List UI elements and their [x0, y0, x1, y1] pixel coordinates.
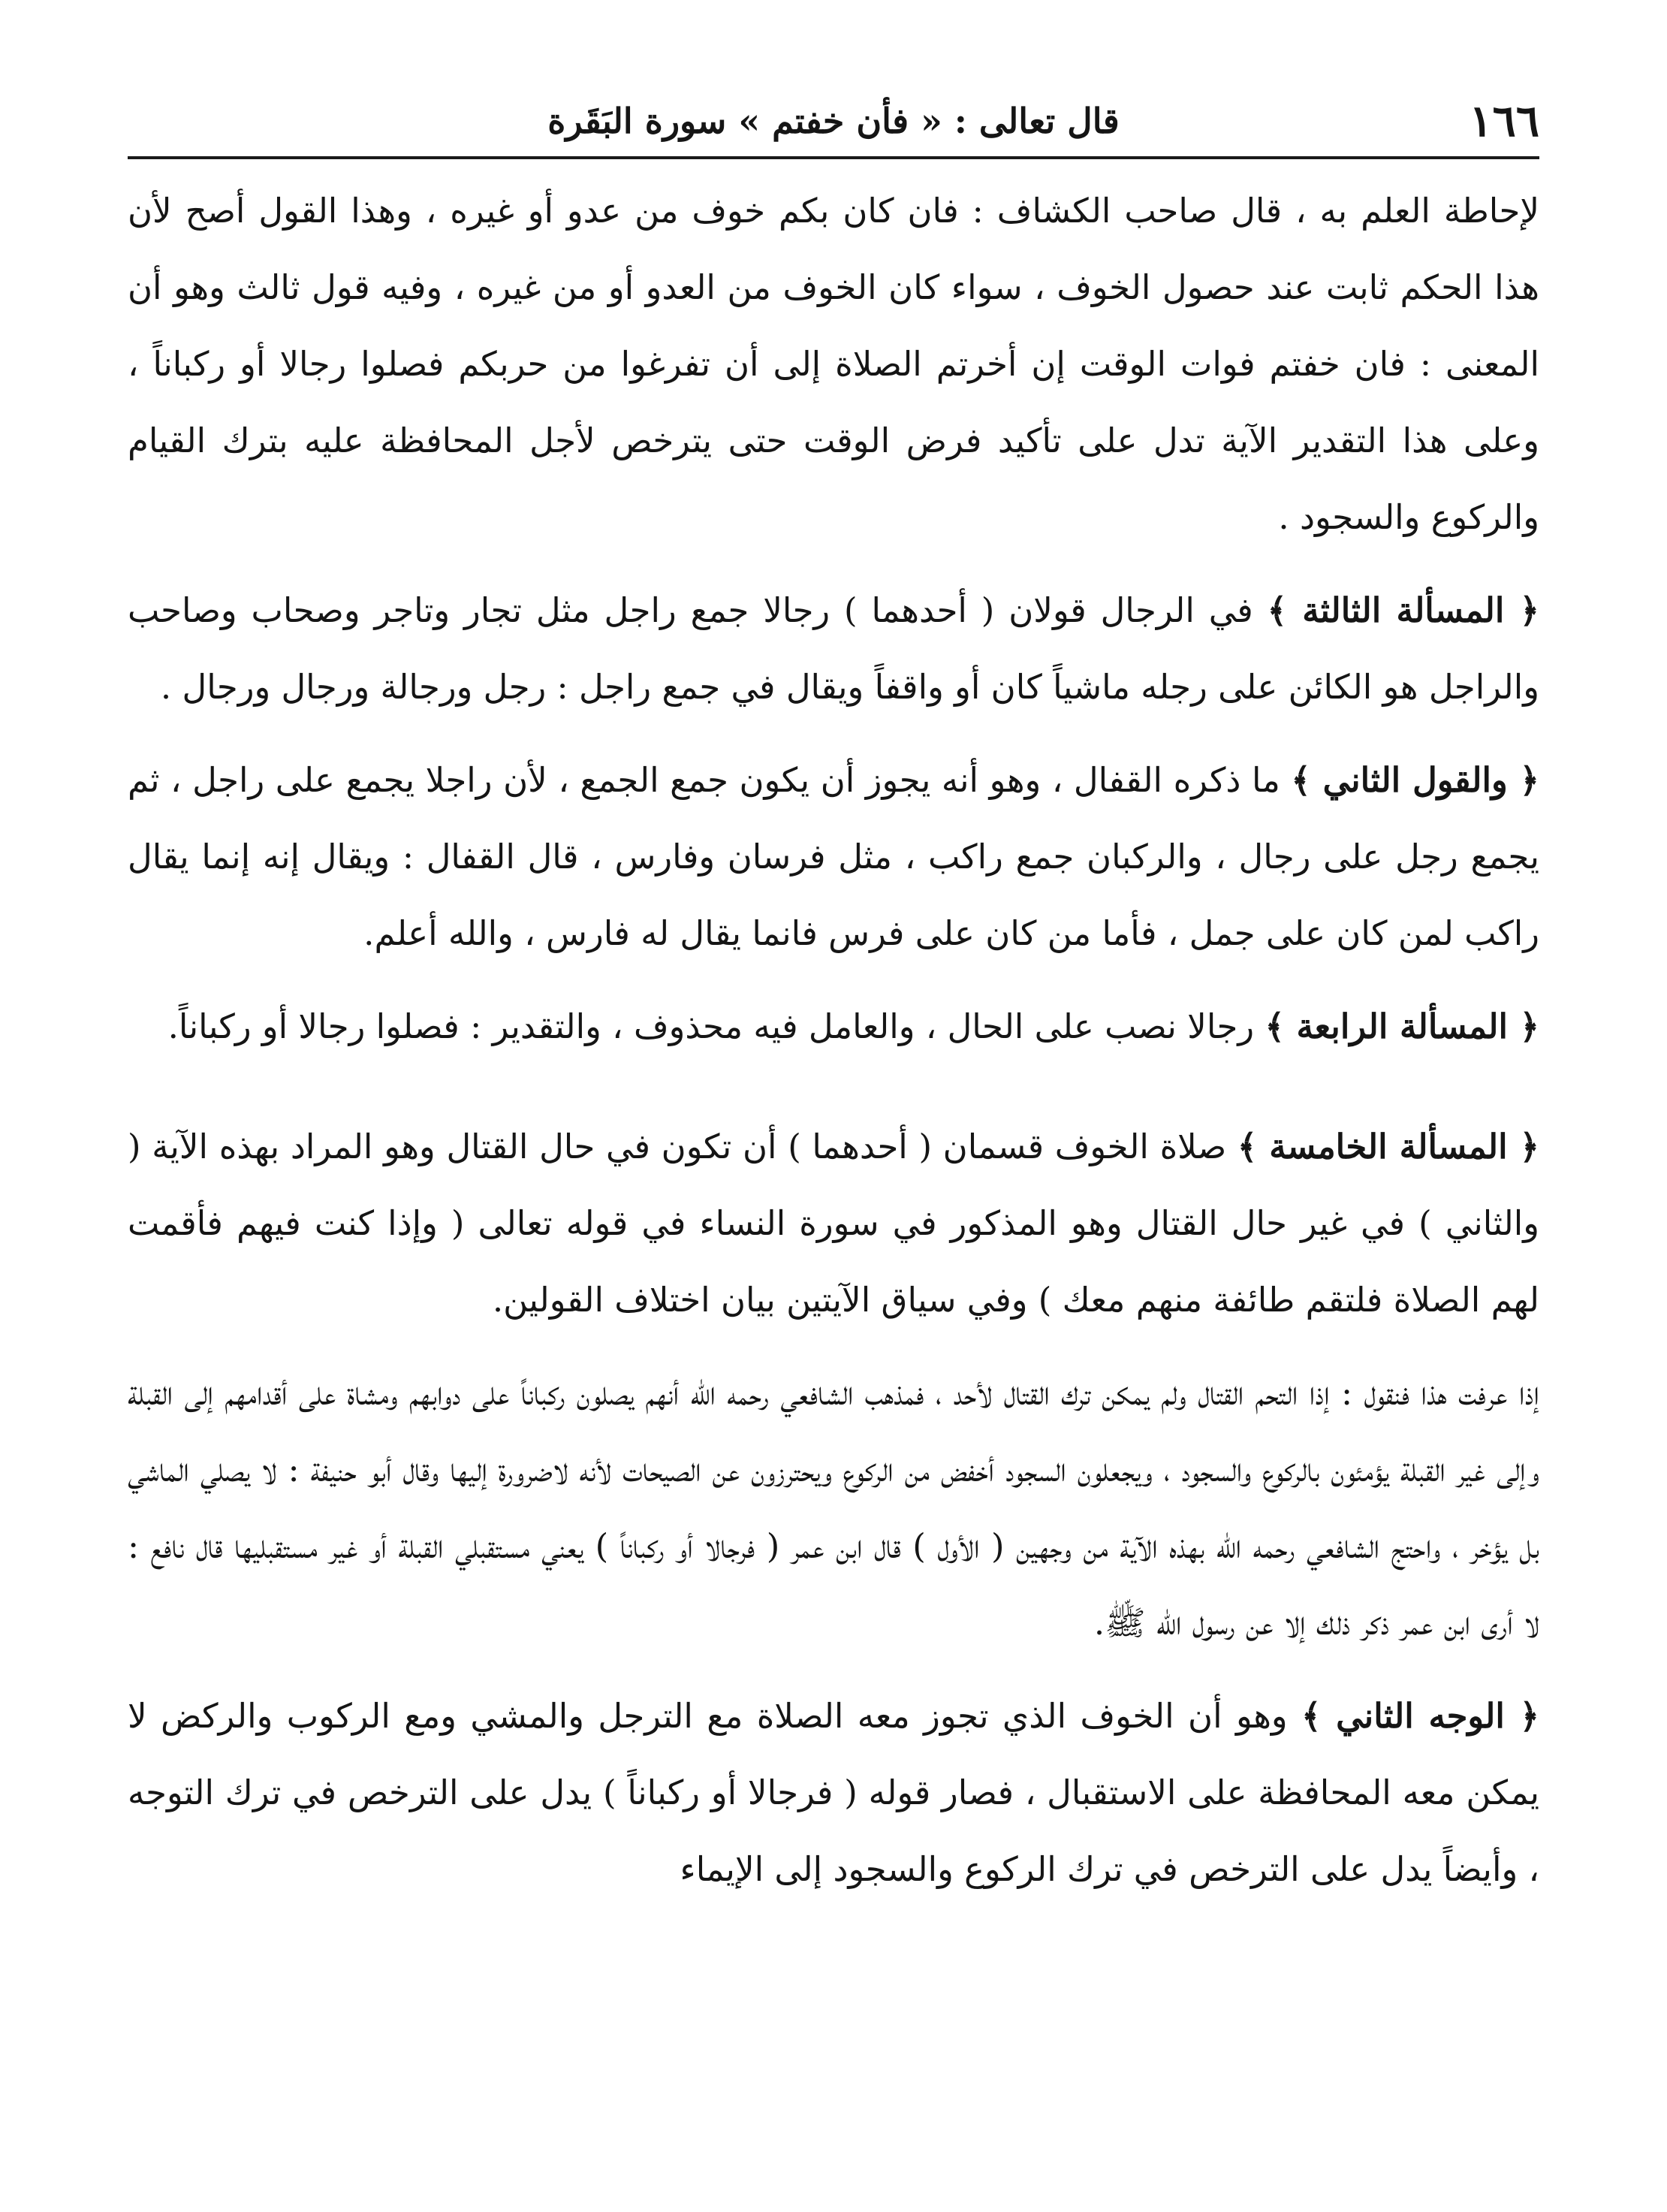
paragraph-heading: ﴿ والقول الثاني ﴾: [1291, 760, 1539, 800]
paragraph-fifth-issue: [128, 1109, 1539, 1338]
paragraph-continuation: [128, 173, 1539, 556]
paragraph-second-aspect: [128, 1678, 1539, 1908]
paragraph-second-opinion: [128, 742, 1539, 972]
paragraph-ruling: [128, 1355, 1539, 1661]
paragraph-text: في الرجال قولان ( أحدهما ) رجالا جمع راجل مثل تجار وتاجر وصحاب وصاحب والراجل هو الكائن على رجله ماشياً كان أو واقفاً ويقال في جمع راجل : رجل ورجالة ورجال ورجال .: [128, 590, 1539, 707]
book-page: [128, 83, 1539, 2171]
paragraph-heading: ﴿ الوجه الثاني ﴾: [1301, 1696, 1539, 1736]
paragraph-text: رجالا نصب على الحال ، والعامل فيه محذوف ، والتقدير : فصلوا رجالا أو ركباناً.: [167, 1006, 1255, 1046]
paragraph-heading: ﴿ المسألة الرابعة ﴾: [1265, 1006, 1539, 1046]
paragraph-text: ما ذكره القفال ، وهو أنه يجوز أن يكون جمع الجمع ، لأن راجلا يجمع على راجل ، ثم يجمع رجل على رجال ، والركبان جمع راكب ، مثل فرسان وفارس ، قال القفال : ويقال إنه إنما يقال راكب لمن كان على جمل ، فأما من كان على فرس فانما يقال له فارس ، والله أعلم.: [128, 760, 1539, 953]
paragraph-text: إذا عرفت هذا فنقول : إذا التحم القتال ولم يمكن ترك القتال لأحد ، فمذهب الشافعي رحمه الله أنهم يصلون ركباناً على دوابهم ومشاة على أقدامهم إلى القبلة وإلى غير القبلة يؤمئون بالركوع والسجود ، ويجعلون السجود أخفض من الركوع ويحترزون عن الصيحات لأنه لاضرورة إليها وقال أبو حنيفة : لا يصلي الماشي بل يؤخر ، واحتج الشافعي رحمه الله بهذه الآية من وجهين ( الأول ) قال ابن عمر ( فرجالا أو ركباناً ) يعني مستقبلي القبلة أو غير مستقبليها قال نافع : لا أرى ابن عمر ذكر ذلك إلا عن رسول الله ﷺ.: [128, 1373, 1539, 1643]
paragraph-fourth-issue: [128, 988, 1539, 1065]
paragraph-text: وهو أن الخوف الذي تجوز معه الصلاة مع الترجل والمشي ومع الركوب والركض لا يمكن معه المحافظة على الاستقبال ، فصار قوله ( فرجالا أو ركباناً ) يدل على الترخص في ترك التوجه ، وأيضاً يدل على الترخص في ترك الركوع والسجود إلى الإيماء: [128, 1696, 1539, 1889]
paragraph-heading: ﴿ المسألة الخامسة ﴾: [1237, 1127, 1539, 1166]
page-body: [128, 159, 1539, 1908]
paragraph-heading: ﴿ المسألة الثالثة ﴾: [1267, 590, 1539, 630]
paragraph-third-issue: [128, 572, 1539, 726]
page-number: ١٦٦: [1469, 95, 1539, 146]
page-header: [128, 83, 1539, 159]
running-title: قال تعالى : « فأن خفتم » سورة البَقَرة: [547, 101, 1120, 141]
paragraph-text: صلاة الخوف قسمان ( أحدهما ) أن تكون في حال القتال وهو المراد بهذه الآية ( والثاني ) في غير حال القتال وهو المذكور في سورة النساء في قوله تعالى ( وإذا كنت فيهم فأقمت لهم الصلاة فلتقم طائفة منهم معك ) وفي سياق الآيتين بيان اختلاف القولين.: [128, 1127, 1539, 1320]
paragraph-text: لإحاطة العلم به ، قال صاحب الكشاف : فان كان بكم خوف من عدو أو غيره ، وهذا القول أصح لأن هذا الحكم ثابت عند حصول الخوف ، سواء كان الخوف من العدو أو من غيره ، وفيه قول ثالث وهو أن المعنى : فان خفتم فوات الوقت إن أخرتم الصلاة إلى أن تفرغوا من حربكم فصلوا رجالا أو ركباناً ، وعلى هذا التقدير الآية تدل على تأكيد فرض الوقت حتى يترخص لأجل المحافظة عليه بترك القيام والركوع والسجود .: [128, 191, 1539, 537]
